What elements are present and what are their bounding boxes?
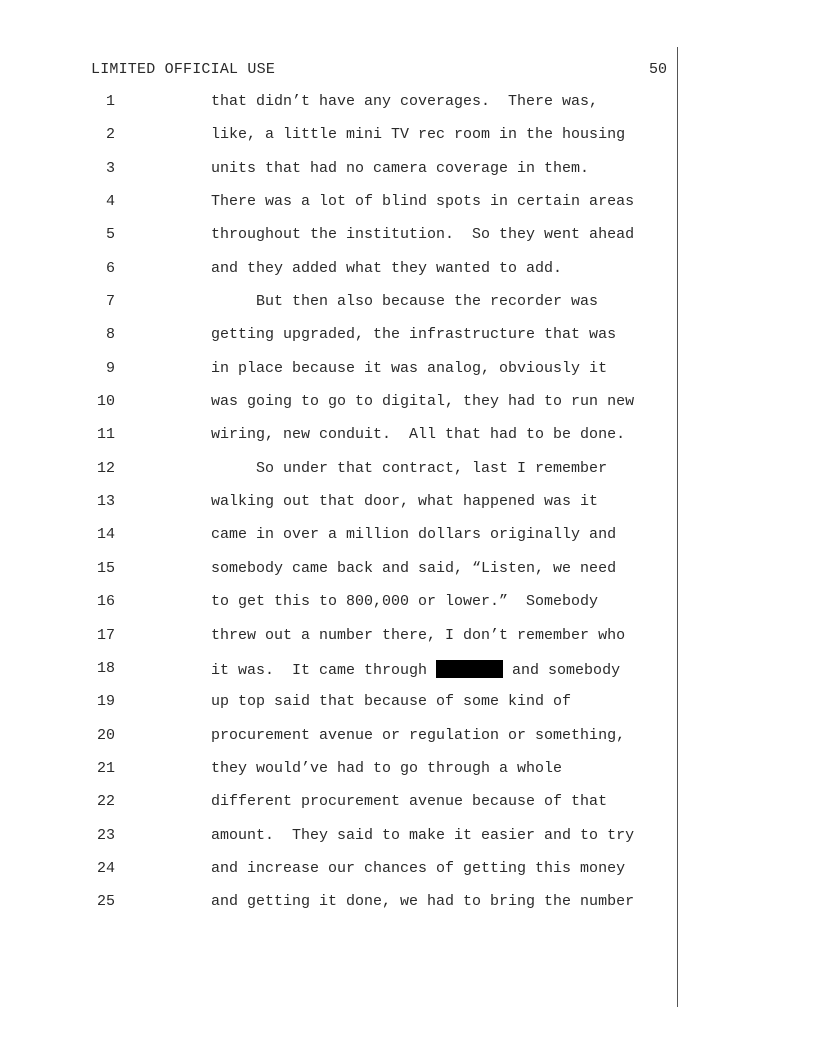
transcript-line: [0, 326, 676, 359]
line-text: different procurement avenue because of that: [211, 793, 608, 811]
transcript-line: [0, 793, 676, 826]
transcript-line: [0, 627, 676, 660]
transcript-line: [0, 193, 676, 226]
line-number: 15: [96, 559, 115, 577]
line-text: came in over a million dollars originally and: [211, 526, 617, 544]
transcript-line: [0, 827, 676, 860]
line-text: up top said that because of some kind of: [211, 693, 572, 711]
line-text-after-redaction: and somebody: [503, 661, 621, 679]
transcript-line: [0, 293, 676, 326]
line-number: 10: [96, 393, 115, 411]
line-text: There was a lot of blind spots in certain areas: [211, 193, 635, 211]
line-number: 6: [105, 259, 115, 277]
line-text-before-redaction: it was. It came through: [211, 661, 437, 679]
transcript-line: [0, 460, 676, 493]
line-number: 16: [96, 593, 115, 611]
line-text: wiring, new conduit. All that had to be done.: [211, 426, 626, 444]
line-number: 8: [105, 326, 115, 344]
line-text: and getting it done, we had to bring the number: [211, 893, 635, 911]
transcript-line: [0, 860, 676, 893]
line-text: and they added what they wanted to add.: [211, 259, 563, 277]
line-number: 4: [105, 193, 115, 211]
transcript-line: [0, 493, 676, 526]
transcript-line: [0, 426, 676, 459]
transcript-line: [0, 560, 676, 593]
line-number: 1: [105, 93, 115, 110]
line-number: 25: [96, 893, 115, 911]
line-text: So under that contract, last I remember: [211, 459, 608, 477]
line-number: 19: [96, 693, 115, 711]
line-number: 17: [96, 626, 115, 644]
transcript-line: [0, 593, 676, 626]
transcript-lines: [0, 93, 676, 927]
line-number: 11: [96, 426, 115, 444]
line-number: 13: [96, 493, 115, 511]
transcript-line: [0, 526, 676, 559]
line-text: throughout the institution. So they went ahead: [211, 226, 635, 244]
transcript-line: [0, 93, 676, 126]
redaction-block: [436, 660, 503, 678]
transcript-line: [0, 160, 676, 193]
transcript-line: [0, 126, 676, 159]
line-text: amount. They said to make it easier and to try: [211, 826, 635, 844]
line-number: 7: [105, 293, 115, 311]
line-text: that didn’t have any coverages. There was,: [211, 93, 599, 110]
right-margin-rule: [677, 47, 678, 1007]
transcript-line: [0, 727, 676, 760]
line-number: 23: [96, 826, 115, 844]
line-text: walking out that door, what happened was it: [211, 493, 599, 511]
classification-header: LIMITED OFFICIAL USE: [91, 61, 276, 78]
line-text: and increase our chances of getting this money: [211, 859, 626, 877]
line-number: 12: [96, 459, 115, 477]
line-text: But then also because the recorder was: [211, 293, 599, 311]
line-number: 14: [96, 526, 115, 544]
line-text: units that had no camera coverage in them.: [211, 159, 590, 177]
page-number: 50: [648, 61, 667, 78]
line-text: they would’ve had to go through a whole: [211, 759, 563, 777]
line-number: 18: [96, 659, 115, 677]
transcript-line: [0, 760, 676, 793]
line-text: was going to go to digital, they had to run new: [211, 393, 635, 411]
line-number: 20: [96, 726, 115, 744]
line-text: procurement avenue or regulation or something,: [211, 726, 626, 744]
line-number: 24: [96, 859, 115, 877]
line-number: 9: [105, 359, 115, 377]
transcript-line: [0, 260, 676, 293]
line-text: getting upgraded, the infrastructure that was: [211, 326, 617, 344]
transcript-line: [0, 893, 676, 926]
line-number: 21: [96, 759, 115, 777]
line-text: somebody came back and said, “Listen, we need: [211, 559, 617, 577]
line-text: to get this to 800,000 or lower.” Somebody: [211, 593, 599, 611]
line-number: 2: [105, 126, 115, 144]
transcript-line: [0, 393, 676, 426]
transcript-line: [0, 693, 676, 726]
transcript-line: [0, 660, 676, 693]
line-number: 22: [96, 793, 115, 811]
line-number: 3: [105, 159, 115, 177]
line-text: in place because it was analog, obviously it: [211, 359, 608, 377]
transcript-line: [0, 226, 676, 259]
line-text: threw out a number there, I don’t remember who: [211, 626, 626, 644]
line-text: like, a little mini TV rec room in the housing: [211, 126, 626, 144]
line-number: 5: [105, 226, 115, 244]
transcript-line: [0, 360, 676, 393]
line-text: [211, 660, 620, 679]
